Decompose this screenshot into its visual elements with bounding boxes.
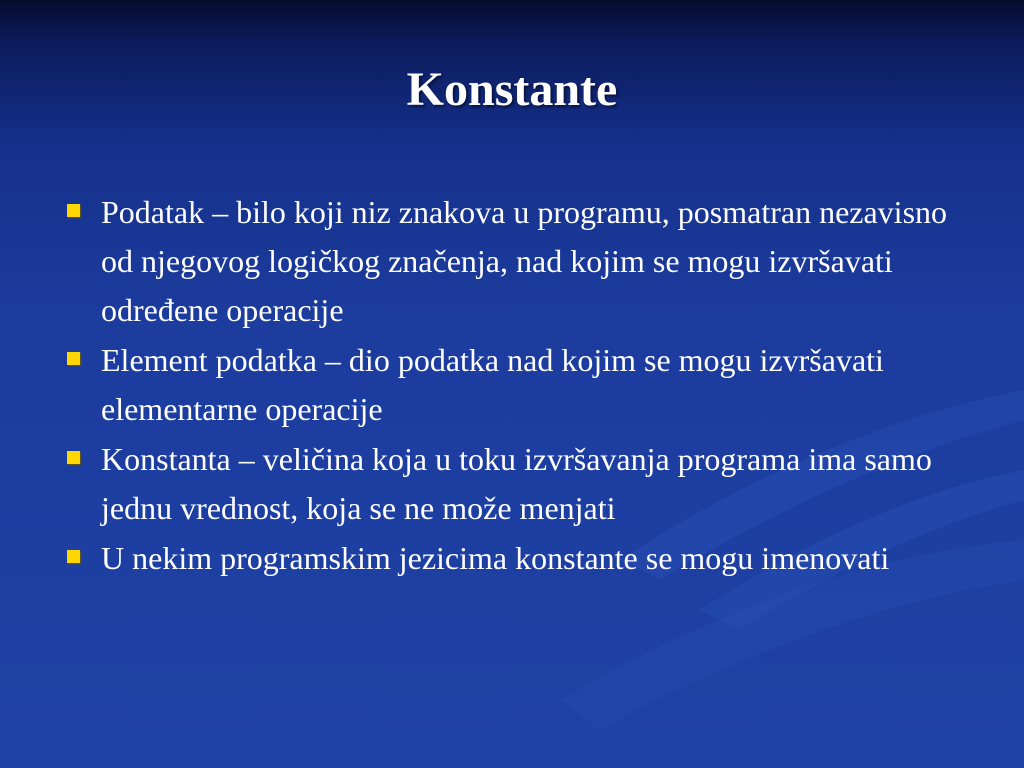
- bullet-item: [60, 534, 980, 583]
- square-bullet-icon: [67, 451, 80, 464]
- slide-title: Konstante: [406, 63, 618, 116]
- square-bullet-icon: [67, 352, 80, 365]
- bullet-text: U nekim programskim jezicima konstante se mogu imenovati: [101, 540, 890, 576]
- bullet-text: Konstanta – veličina koja u toku izvršavanja programa ima samo jednu vrednost, koja se ne može menjati: [101, 441, 932, 526]
- bullet-item: [60, 188, 980, 335]
- bullet-item: [60, 435, 980, 533]
- square-bullet-icon: [67, 204, 80, 217]
- bullet-text: Element podatka – dio podatka nad kojim se mogu izvršavati elementarne operacije: [101, 342, 884, 427]
- bullet-list: [60, 188, 980, 584]
- bullet-text: Podatak – bilo koji niz znakova u programu, posmatran nezavisno od njegovog logičkog značenja, nad kojim se mogu izvršavati određene operacije: [101, 194, 948, 328]
- bullet-item: [60, 336, 980, 434]
- square-bullet-icon: [67, 550, 80, 563]
